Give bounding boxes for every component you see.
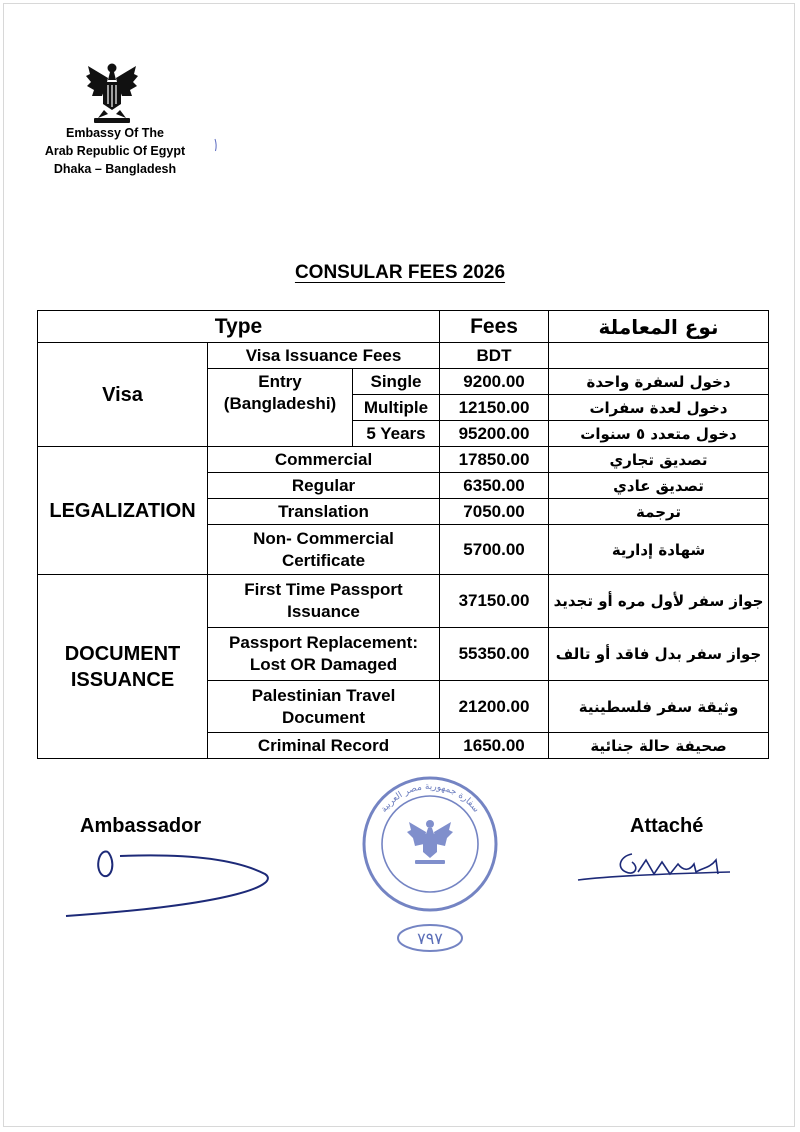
service-type-line: Document	[281, 707, 366, 727]
arabic-description: وثيقة سفر فلسطينية	[549, 681, 769, 733]
arabic-description: دخول متعدد ٥ سنوات	[549, 421, 769, 447]
service-type-line: Palestinian Travel	[251, 685, 396, 705]
fee-value: 7050.00	[440, 499, 549, 525]
egypt-eagle-emblem-icon	[84, 60, 140, 126]
entry-label-line: Entry	[258, 372, 302, 391]
fee-value: 95200.00	[440, 421, 549, 447]
table-row	[38, 447, 769, 473]
table-header-row	[38, 311, 769, 343]
table-row	[38, 343, 769, 369]
embassy-line: Embassy Of The	[66, 126, 164, 140]
ambassador-label: Ambassador	[80, 815, 202, 837]
header-fees: Fees	[440, 311, 549, 343]
fee-value: 5700.00	[440, 525, 549, 575]
arabic-description: ترجمة	[549, 499, 769, 525]
arabic-description: صحيفة حالة جنائية	[549, 733, 769, 759]
arabic-description: دخول لعدة سفرات	[549, 395, 769, 421]
header-type: Type	[38, 311, 440, 343]
service-type-line: Non- Commercial	[253, 528, 394, 548]
arabic-description: تصديق تجاري	[549, 447, 769, 473]
embassy-seal-stamp-icon	[345, 772, 515, 962]
arabic-empty	[549, 343, 769, 369]
service-type: Regular	[208, 473, 440, 499]
arabic-description: تصديق عادي	[549, 473, 769, 499]
attache-label: Attaché	[630, 815, 704, 837]
service-type	[208, 628, 440, 681]
service-type: Translation	[208, 499, 440, 525]
fee-value: 12150.00	[440, 395, 549, 421]
pen-mark	[214, 138, 218, 152]
embassy-line: Dhaka – Bangladesh	[53, 162, 177, 176]
arabic-description: دخول لسفرة واحدة	[549, 369, 769, 395]
service-type: Criminal Record	[208, 733, 440, 759]
section-line: DOCUMENT	[64, 642, 181, 665]
service-type: Commercial	[208, 447, 440, 473]
attache-signature	[570, 842, 740, 892]
fee-value: 17850.00	[440, 447, 549, 473]
section-document-issuance	[38, 575, 208, 759]
currency-label: BDT	[440, 343, 549, 369]
arabic-description: جواز سفر لأول مره أو تجديد	[549, 575, 769, 628]
service-type-line: Issuance	[287, 602, 360, 621]
ambassador-signature	[60, 838, 290, 928]
arabic-description: جواز سفر بدل فاقد أو تالف	[549, 628, 769, 681]
service-type-line: First Time Passport	[244, 580, 403, 599]
fee-value: 1650.00	[440, 733, 549, 759]
table-row	[38, 575, 769, 628]
service-type-line: Lost OR Damaged	[249, 655, 398, 674]
visa-issuance-label: Visa Issuance Fees	[208, 343, 440, 369]
seal-number: ٧٩٧	[417, 929, 443, 948]
fee-value: 6350.00	[440, 473, 549, 499]
section-visa: Visa	[38, 343, 208, 447]
service-type-line: Passport Replacement:	[229, 633, 418, 652]
seal-text: سفارة جمهورية مصر العربية	[379, 781, 481, 815]
fee-value: 55350.00	[440, 628, 549, 681]
fee-value: 37150.00	[440, 575, 549, 628]
entry-label	[208, 369, 353, 447]
section-legalization: LEGALIZATION	[38, 447, 208, 575]
page-title: CONSULAR FEES 2026	[294, 262, 506, 283]
service-type	[208, 681, 440, 733]
entry-label-line: (Bangladeshi)	[223, 394, 337, 413]
visa-type: Multiple	[353, 395, 440, 421]
embassy-address	[30, 124, 200, 178]
visa-type: Single	[353, 369, 440, 395]
fee-value: 21200.00	[440, 681, 549, 733]
header-arabic: نوع المعاملة	[549, 311, 769, 343]
service-type	[208, 525, 440, 575]
consular-fees-table	[37, 310, 769, 759]
section-line: ISSUANCE	[70, 668, 175, 691]
fee-value: 9200.00	[440, 369, 549, 395]
embassy-line: Arab Republic Of Egypt	[44, 144, 186, 158]
visa-type: 5 Years	[353, 421, 440, 447]
service-type	[208, 575, 440, 628]
service-type-line: Certificate	[281, 550, 366, 570]
arabic-description: شهادة إدارية	[549, 525, 769, 575]
